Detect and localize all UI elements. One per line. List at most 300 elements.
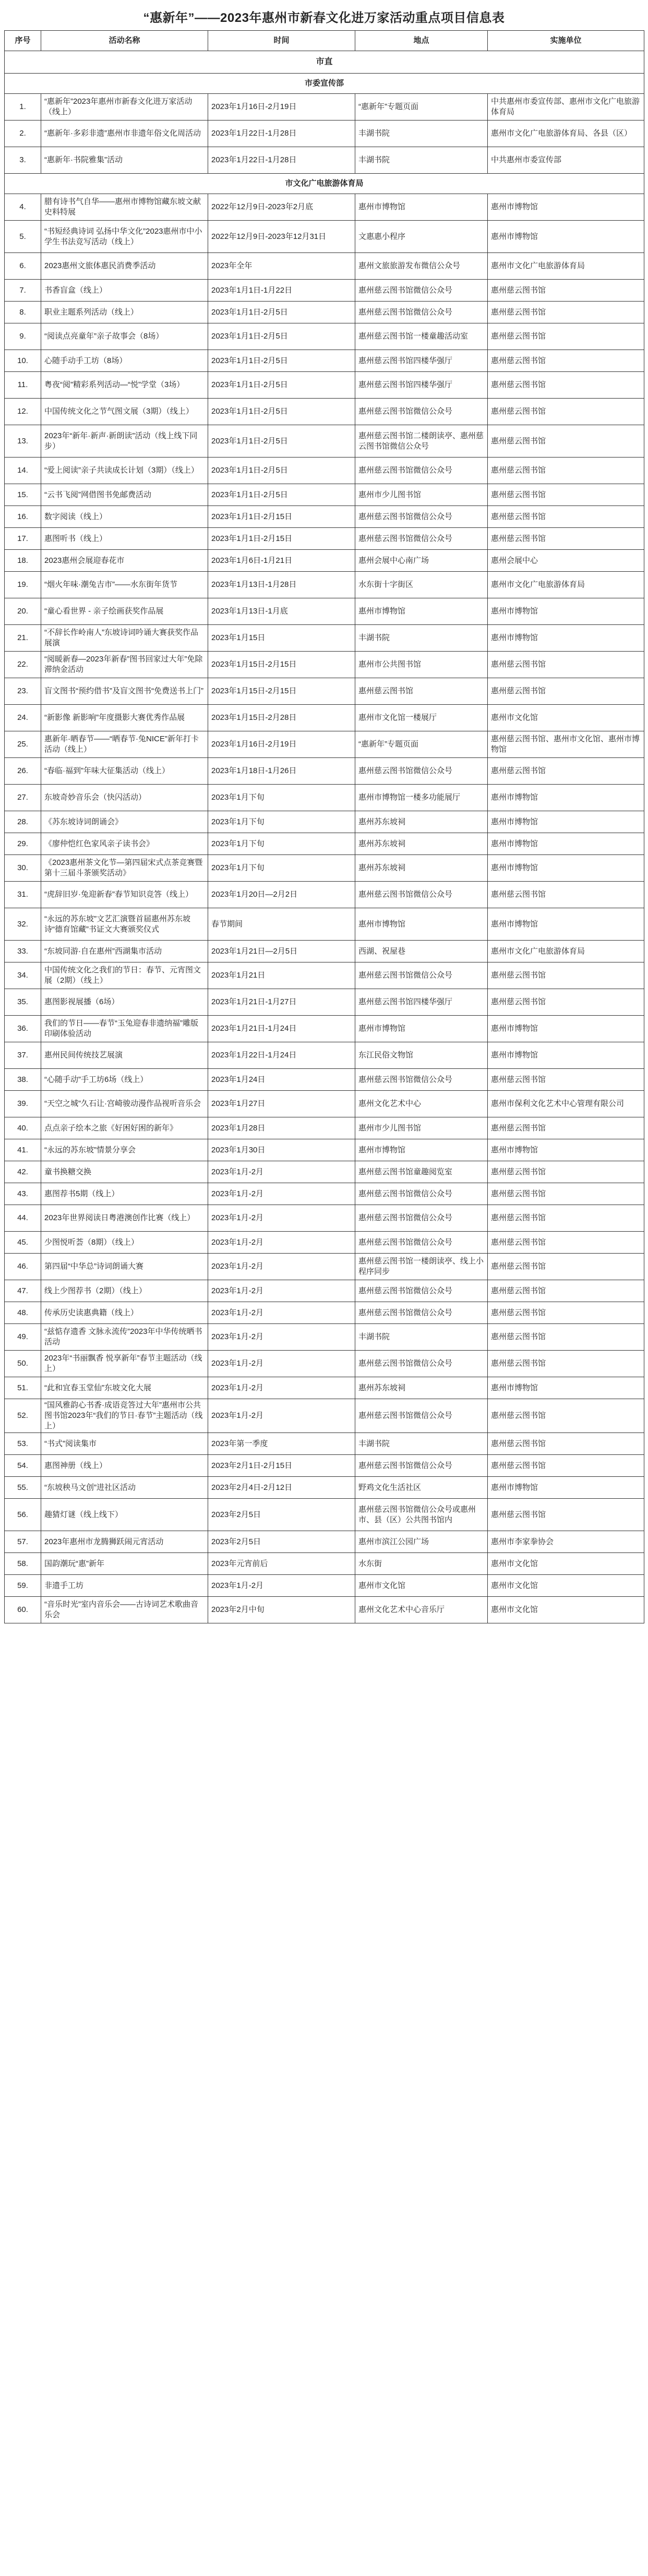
- row-organizer: 惠州慈云图书馆: [488, 1302, 644, 1324]
- row-location: 惠州慈云图书馆微信公众号: [355, 1455, 488, 1477]
- row-organizer: 惠州市文化广电旅游体育局: [488, 572, 644, 598]
- row-time: 2023年1月21日—2月5日: [208, 941, 355, 962]
- row-index: 24.: [5, 705, 41, 731]
- row-activity-name: “阅读点亮童年”亲子故事会（8场）: [41, 323, 208, 350]
- row-organizer: 惠州市文化馆: [488, 705, 644, 731]
- row-location: 惠州文旅旅游发布微信公众号: [355, 253, 488, 280]
- row-organizer: 惠州慈云图书馆: [488, 484, 644, 506]
- row-location: 惠州慈云图书馆微信公众号: [355, 758, 488, 785]
- section-title: 市直: [5, 51, 644, 74]
- row-activity-name: 腊有诗书气自华——惠州市博物馆藏东坡文献史料特展: [41, 194, 208, 221]
- row-organizer: 惠州慈云图书馆: [488, 528, 644, 550]
- row-location: 惠州慈云图书馆微信公众号: [355, 1399, 488, 1433]
- row-index: 19.: [5, 572, 41, 598]
- row-activity-name: 《2023惠州茶文化节—第四届宋式点茶竞赛暨第十三届斗茶颁奖活动》: [41, 855, 208, 882]
- row-activity-name: “阅暖新春—2023年新春”图书回家过大年”免除滞纳金活动: [41, 652, 208, 678]
- row-index: 3.: [5, 147, 41, 174]
- row-location: 野鸡文化生活社区: [355, 1477, 488, 1499]
- row-location: 惠州慈云图书馆四楼华强厅: [355, 372, 488, 399]
- table-row: [5, 1205, 644, 1232]
- row-time: 2023年1月24日: [208, 1069, 355, 1091]
- table-row: [5, 855, 644, 882]
- group-row: [5, 174, 644, 194]
- row-location: 丰湖书院: [355, 121, 488, 147]
- row-index: 15.: [5, 484, 41, 506]
- row-activity-name: 少图悦听荟（8期）（线上）: [41, 1232, 208, 1254]
- row-time: 2023年1月15日-2月15日: [208, 652, 355, 678]
- row-activity-name: “春临·福到”年味大征集活动（线上）: [41, 758, 208, 785]
- row-time: 2023年第一季度: [208, 1433, 355, 1455]
- row-organizer: 惠州慈云图书馆: [488, 882, 644, 908]
- table-row: [5, 758, 644, 785]
- table-row: [5, 785, 644, 811]
- row-organizer: 惠州市博物馆: [488, 221, 644, 253]
- row-time: 2023年1月22日-1月24日: [208, 1042, 355, 1069]
- row-location: 东江民俗文物馆: [355, 1042, 488, 1069]
- row-index: 5.: [5, 221, 41, 253]
- row-time: 2023年2月5日: [208, 1499, 355, 1531]
- row-time: 2023年1月-2月: [208, 1280, 355, 1302]
- row-location: 惠州市文化馆: [355, 1575, 488, 1597]
- header-location: 地点: [355, 31, 488, 51]
- row-activity-name: “爱上阅读”亲子共读成长计划（3期）（线上）: [41, 458, 208, 484]
- table-row: [5, 1183, 644, 1205]
- row-time: 2023年1月1日-2月5日: [208, 302, 355, 323]
- row-organizer: 惠州市博物馆: [488, 785, 644, 811]
- row-organizer: 惠州市文化馆: [488, 1597, 644, 1623]
- row-organizer: 惠州慈云图书馆: [488, 1455, 644, 1477]
- table-row: [5, 399, 644, 425]
- row-organizer: 惠州市文化广电旅游体育局、各县（区）: [488, 121, 644, 147]
- table-row: [5, 989, 644, 1016]
- header-activity-name: 活动名称: [41, 31, 208, 51]
- row-location: 惠州慈云图书馆微信公众号: [355, 528, 488, 550]
- row-organizer: 中共惠州市委宣传部: [488, 147, 644, 174]
- row-organizer: 惠州市文化馆: [488, 1553, 644, 1575]
- row-organizer: 惠州市博物馆: [488, 1139, 644, 1161]
- row-time: 2023年1月21日: [208, 962, 355, 989]
- table-row: [5, 833, 644, 855]
- row-index: 8.: [5, 302, 41, 323]
- group-row: [5, 74, 644, 94]
- row-location: 惠州市博物馆: [355, 1139, 488, 1161]
- row-activity-name: “永远的苏东坡”情景分享会: [41, 1139, 208, 1161]
- row-activity-name: 2023年世界阅读日粤港澳创作比赛（线上）: [41, 1205, 208, 1232]
- row-location: “惠新年”专题页面: [355, 94, 488, 121]
- row-time: 2023年1月16日-2月19日: [208, 94, 355, 121]
- row-index: 58.: [5, 1553, 41, 1575]
- row-location: 惠州慈云图书馆微信公众号: [355, 1069, 488, 1091]
- table-row: [5, 506, 644, 528]
- row-organizer: 惠州慈云图书馆: [488, 1117, 644, 1139]
- row-location: 惠州市博物馆: [355, 1016, 488, 1042]
- row-organizer: 惠州市博物馆: [488, 1477, 644, 1499]
- row-time: 2023年1月27日: [208, 1091, 355, 1117]
- table-header-row: [5, 31, 644, 51]
- row-organizer: 惠州慈云图书馆: [488, 758, 644, 785]
- row-time: 2023年全年: [208, 253, 355, 280]
- row-activity-name: 惠图影视展播（6场）: [41, 989, 208, 1016]
- row-organizer: 惠州慈云图书馆: [488, 350, 644, 372]
- row-index: 9.: [5, 323, 41, 350]
- row-activity-name: 2023年“新年·新声·新朗读”活动（线上线下同步）: [41, 425, 208, 458]
- table-row: [5, 731, 644, 758]
- row-time: 2023年1月15日: [208, 625, 355, 652]
- row-index: 27.: [5, 785, 41, 811]
- row-index: 28.: [5, 811, 41, 833]
- row-time: 2023年1月-2月: [208, 1575, 355, 1597]
- row-time: 2023年1月28日: [208, 1117, 355, 1139]
- row-organizer: 惠州慈云图书馆: [488, 1254, 644, 1280]
- row-location: 惠州慈云图书馆微信公众号: [355, 458, 488, 484]
- row-location: 惠州文化艺术中心: [355, 1091, 488, 1117]
- table-row: [5, 1117, 644, 1139]
- table-row: [5, 1232, 644, 1254]
- row-index: 49.: [5, 1324, 41, 1351]
- row-location: 惠州慈云图书馆微信公众号: [355, 280, 488, 302]
- table-row: [5, 484, 644, 506]
- row-location: 惠州市少儿图书馆: [355, 484, 488, 506]
- row-activity-name: 《廖仲恺红色家风亲子读书会》: [41, 833, 208, 855]
- row-activity-name: “心随手动”手工坊6场（线上）: [41, 1069, 208, 1091]
- row-index: 38.: [5, 1069, 41, 1091]
- row-time: 2023年1月1日-2月5日: [208, 425, 355, 458]
- row-index: 2.: [5, 121, 41, 147]
- row-organizer: 惠州慈云图书馆: [488, 302, 644, 323]
- row-time: 2023年1月-2月: [208, 1302, 355, 1324]
- row-time: 2023年1月21日-1月24日: [208, 1016, 355, 1042]
- row-time: 2023年1月下旬: [208, 785, 355, 811]
- row-index: 7.: [5, 280, 41, 302]
- row-index: 30.: [5, 855, 41, 882]
- row-organizer: 惠州市博物馆: [488, 833, 644, 855]
- row-index: 43.: [5, 1183, 41, 1205]
- row-organizer: 惠州慈云图书馆: [488, 425, 644, 458]
- row-activity-name: 中国传统文化之我们的节日：春节、元宵图文展（2期）（线上）: [41, 962, 208, 989]
- row-index: 29.: [5, 833, 41, 855]
- row-organizer: 中共惠州市委宣传部、惠州市文化广电旅游体育局: [488, 94, 644, 121]
- table-row: [5, 121, 644, 147]
- row-time: 2023年1月1日-2月5日: [208, 323, 355, 350]
- row-index: 47.: [5, 1280, 41, 1302]
- row-time: 2023年1月22日-1月28日: [208, 147, 355, 174]
- table-row: [5, 1280, 644, 1302]
- row-location: 惠州慈云图书馆微信公众号: [355, 882, 488, 908]
- table-row: [5, 652, 644, 678]
- table-row: [5, 350, 644, 372]
- row-index: 13.: [5, 425, 41, 458]
- table-row: [5, 908, 644, 941]
- row-time: 2023年1月1日-2月5日: [208, 350, 355, 372]
- row-location: 惠州慈云图书馆一楼朗读亭、线上小程序同步: [355, 1254, 488, 1280]
- row-location: 惠州市少儿图书馆: [355, 1117, 488, 1139]
- row-activity-name: 传承历史读惠典籍（线上）: [41, 1302, 208, 1324]
- row-index: 14.: [5, 458, 41, 484]
- table-row: [5, 1351, 644, 1377]
- header-time: 时间: [208, 31, 355, 51]
- row-organizer: 惠州慈云图书馆: [488, 458, 644, 484]
- table-row: [5, 1139, 644, 1161]
- row-organizer: 惠州慈云图书馆: [488, 280, 644, 302]
- row-index: 26.: [5, 758, 41, 785]
- row-activity-name: 心随手动手工坊（8场）: [41, 350, 208, 372]
- row-activity-name: “此和宜春玉堂仙”东坡文化大展: [41, 1377, 208, 1399]
- row-organizer: 惠州市文化广电旅游体育局: [488, 941, 644, 962]
- row-location: 惠州慈云图书馆童趣阅览室: [355, 1161, 488, 1183]
- row-activity-name: 惠州民间传统技艺展演: [41, 1042, 208, 1069]
- table-row: [5, 221, 644, 253]
- row-organizer: 惠州慈云图书馆: [488, 1069, 644, 1091]
- row-activity-name: 2023年“书丽飘香 悦享新年”春节主题活动（线上）: [41, 1351, 208, 1377]
- row-index: 6.: [5, 253, 41, 280]
- table-body: [5, 51, 644, 1623]
- table-row: [5, 458, 644, 484]
- row-index: 37.: [5, 1042, 41, 1069]
- row-time: 2023年1月-2月: [208, 1183, 355, 1205]
- row-location: 惠州慈云图书馆微信公众号: [355, 1183, 488, 1205]
- row-location: 惠州市博物馆: [355, 194, 488, 221]
- table-row: [5, 1091, 644, 1117]
- row-index: 53.: [5, 1433, 41, 1455]
- row-time: 2023年1月1日-2月5日: [208, 484, 355, 506]
- row-activity-name: 第四届“中华总”诗词朗诵大赛: [41, 1254, 208, 1280]
- row-time: 2022年12月9日-2023年12月31日: [208, 221, 355, 253]
- row-location: 惠州慈云图书馆微信公众号: [355, 1232, 488, 1254]
- row-location: 惠州市滨江公园广场: [355, 1531, 488, 1553]
- row-organizer: 惠州慈云图书馆: [488, 962, 644, 989]
- row-location: 惠州市文化馆一楼展厅: [355, 705, 488, 731]
- row-time: 2023年1月15日-2月28日: [208, 705, 355, 731]
- row-activity-name: 点点亲子绘本之旅《好困好困的新年》: [41, 1117, 208, 1139]
- row-organizer: 惠州市保利文化艺术中心管理有限公司: [488, 1091, 644, 1117]
- row-activity-name: 惠图荐书5期（线上）: [41, 1183, 208, 1205]
- row-time: 2023年1月21日-1月27日: [208, 989, 355, 1016]
- row-organizer: 惠州慈云图书馆、惠州市文化馆、惠州市博物馆: [488, 731, 644, 758]
- row-index: 48.: [5, 1302, 41, 1324]
- row-activity-name: “云书飞阅”网借图书免邮费活动: [41, 484, 208, 506]
- table-row: [5, 1531, 644, 1553]
- table-row: [5, 425, 644, 458]
- row-activity-name: 惠新年·晒春节——“晒春节·兔NICE”新年打卡活动（线上）: [41, 731, 208, 758]
- row-organizer: 惠州市博物馆: [488, 908, 644, 941]
- table-row: [5, 1399, 644, 1433]
- row-activity-name: 数字阅读（线上）: [41, 506, 208, 528]
- row-index: 60.: [5, 1597, 41, 1623]
- row-index: 40.: [5, 1117, 41, 1139]
- row-activity-name: 趣猜灯谜（线上线下）: [41, 1499, 208, 1531]
- row-organizer: 惠州市文化馆: [488, 1575, 644, 1597]
- row-location: 丰湖书院: [355, 1324, 488, 1351]
- row-location: 惠州会展中心南广场: [355, 550, 488, 572]
- row-organizer: 惠州市文化广电旅游体育局: [488, 253, 644, 280]
- row-time: 2023年1月-2月: [208, 1161, 355, 1183]
- row-location: 水东街: [355, 1553, 488, 1575]
- row-index: 56.: [5, 1499, 41, 1531]
- row-time: 2023年1月13日-1月底: [208, 598, 355, 625]
- header-index: 序号: [5, 31, 41, 51]
- row-activity-name: “新影像 新影响”年度摄影大赛优秀作品展: [41, 705, 208, 731]
- row-location: 惠州苏东坡祠: [355, 833, 488, 855]
- row-location: 西湖、祝屋巷: [355, 941, 488, 962]
- row-organizer: 惠州慈云图书馆: [488, 1433, 644, 1455]
- row-time: 2023年1月下旬: [208, 855, 355, 882]
- row-activity-name: “国风雅韵心书香·成语竞答过大年”惠州市公共图书馆2023年“我们的节日·春节”主题活动（线上）: [41, 1399, 208, 1433]
- table-row: [5, 94, 644, 121]
- row-location: 惠州慈云图书馆微信公众号: [355, 1280, 488, 1302]
- table-row: [5, 941, 644, 962]
- row-activity-name: “虎辞旧岁·兔迎新春”春节知识竞答（线上）: [41, 882, 208, 908]
- group-title: 市文化广电旅游体育局: [5, 174, 644, 194]
- row-time: 2023年2月5日: [208, 1531, 355, 1553]
- row-activity-name: 《苏东坡诗词朗诵会》: [41, 811, 208, 833]
- header-organizer: 实施单位: [488, 31, 644, 51]
- row-organizer: 惠州慈云图书馆: [488, 652, 644, 678]
- row-activity-name: “烟火年味·潮兔吉市”——水东街年货节: [41, 572, 208, 598]
- row-index: 23.: [5, 678, 41, 705]
- row-index: 22.: [5, 652, 41, 678]
- row-time: 2023年1月-2月: [208, 1399, 355, 1433]
- row-location: 丰湖书院: [355, 625, 488, 652]
- row-activity-name: 惠图神册（线上）: [41, 1455, 208, 1477]
- row-index: 11.: [5, 372, 41, 399]
- row-index: 44.: [5, 1205, 41, 1232]
- row-time: 2023年2月中旬: [208, 1597, 355, 1623]
- row-organizer: 惠州市博物馆: [488, 598, 644, 625]
- row-index: 10.: [5, 350, 41, 372]
- table-row: [5, 528, 644, 550]
- row-activity-name: “童心看世界 - 亲子绘画获奖作品展: [41, 598, 208, 625]
- row-activity-name: “惠新年”2023年惠州市新春文化进万家活动（线上）: [41, 94, 208, 121]
- row-organizer: 惠州市博物馆: [488, 625, 644, 652]
- row-index: 50.: [5, 1351, 41, 1377]
- table-row: [5, 280, 644, 302]
- table-row: [5, 1377, 644, 1399]
- row-time: 2023年1月下旬: [208, 833, 355, 855]
- row-activity-name: “永远的苏东坡”文艺汇演暨首届惠州苏东坡诗“德育馆藏”书证文大赛颁奖仪式: [41, 908, 208, 941]
- row-organizer: 惠州市博物馆: [488, 194, 644, 221]
- row-time: 2023年1月-2月: [208, 1205, 355, 1232]
- row-activity-name: 童书换糖交换: [41, 1161, 208, 1183]
- table-row: [5, 572, 644, 598]
- row-index: 59.: [5, 1575, 41, 1597]
- row-location: 惠州慈云图书馆一楼童趣活动室: [355, 323, 488, 350]
- row-organizer: 惠州慈云图书馆: [488, 323, 644, 350]
- row-time: 2023年1月20日—2月2日: [208, 882, 355, 908]
- row-organizer: 惠州慈云图书馆: [488, 1399, 644, 1433]
- table-row: [5, 882, 644, 908]
- row-time: 2023年1月1日-2月15日: [208, 506, 355, 528]
- row-time: 2023年1月1日-1月22日: [208, 280, 355, 302]
- row-time: 2023年元宵前后: [208, 1553, 355, 1575]
- row-location: 惠州苏东坡祠: [355, 1377, 488, 1399]
- row-time: 2023年1月下旬: [208, 811, 355, 833]
- table-row: [5, 1302, 644, 1324]
- row-time: 2023年1月1日-2月5日: [208, 399, 355, 425]
- row-index: 41.: [5, 1139, 41, 1161]
- row-activity-name: “惠新年·书院雅集”活动: [41, 147, 208, 174]
- row-time: 2023年1月-2月: [208, 1324, 355, 1351]
- row-time: 2023年1月15日-2月15日: [208, 678, 355, 705]
- row-index: 42.: [5, 1161, 41, 1183]
- row-index: 21.: [5, 625, 41, 652]
- table-row: [5, 147, 644, 174]
- activity-table: [4, 30, 644, 1623]
- row-activity-name: “兹惦存遗香 文脉永流传”2023年中华传统晒书活动: [41, 1324, 208, 1351]
- row-location: 惠州慈云图书馆: [355, 678, 488, 705]
- row-time: 2023年1月-2月: [208, 1377, 355, 1399]
- row-time: 2023年1月-2月: [208, 1254, 355, 1280]
- row-organizer: 惠州市博物馆: [488, 811, 644, 833]
- row-time: 2023年1月-2月: [208, 1351, 355, 1377]
- row-location: 惠州慈云图书馆微信公众号: [355, 1205, 488, 1232]
- table-row: [5, 1254, 644, 1280]
- row-activity-name: 中国传统文化之节气图文展（3期）（线上）: [41, 399, 208, 425]
- table-row: [5, 1575, 644, 1597]
- row-activity-name: “书短经典诗词 弘扬中华文化”2023惠州市中小学生书法竞写活动（线上）: [41, 221, 208, 253]
- row-activity-name: “不辞长作岭南人”东坡诗词吟诵大赛获奖作品展演: [41, 625, 208, 652]
- row-location: 丰湖书院: [355, 147, 488, 174]
- row-index: 51.: [5, 1377, 41, 1399]
- row-location: “惠新年”专题页面: [355, 731, 488, 758]
- row-index: 16.: [5, 506, 41, 528]
- row-activity-name: “东坡秧马文创”进社区活动: [41, 1477, 208, 1499]
- row-location: 惠州慈云图书馆微信公众号: [355, 962, 488, 989]
- table-row: [5, 302, 644, 323]
- table-row: [5, 323, 644, 350]
- row-activity-name: “书式”阅读集市: [41, 1433, 208, 1455]
- row-index: 57.: [5, 1531, 41, 1553]
- row-index: 25.: [5, 731, 41, 758]
- row-index: 20.: [5, 598, 41, 625]
- row-time: 2022年12月9日-2023年2月底: [208, 194, 355, 221]
- row-index: 39.: [5, 1091, 41, 1117]
- row-organizer: 惠州市博物馆: [488, 855, 644, 882]
- table-row: [5, 372, 644, 399]
- table-row: [5, 1499, 644, 1531]
- row-location: 惠州慈云图书馆微信公众号: [355, 302, 488, 323]
- row-organizer: 惠州慈云图书馆: [488, 989, 644, 1016]
- row-time: 2023年1月30日: [208, 1139, 355, 1161]
- row-organizer: 惠州慈云图书馆: [488, 1324, 644, 1351]
- row-activity-name: 粤夜“阅”精彩系列活动—“悦”学堂（3场）: [41, 372, 208, 399]
- row-location: 文惠惠小程序: [355, 221, 488, 253]
- row-index: 12.: [5, 399, 41, 425]
- table-row: [5, 1324, 644, 1351]
- table-row: [5, 811, 644, 833]
- row-index: 33.: [5, 941, 41, 962]
- row-location: 惠州市博物馆: [355, 598, 488, 625]
- row-time: 2023年1月22日-1月28日: [208, 121, 355, 147]
- table-row: [5, 625, 644, 652]
- row-location: 惠州苏东坡祠: [355, 855, 488, 882]
- row-organizer: 惠州慈云图书馆: [488, 1205, 644, 1232]
- table-row: [5, 1016, 644, 1042]
- table-row: [5, 1455, 644, 1477]
- row-location: 惠州慈云图书馆微信公众号: [355, 506, 488, 528]
- section-row: [5, 51, 644, 74]
- table-row: [5, 253, 644, 280]
- row-index: 18.: [5, 550, 41, 572]
- row-organizer: 惠州慈云图书馆: [488, 399, 644, 425]
- table-row: [5, 550, 644, 572]
- row-organizer: 惠州慈云图书馆: [488, 1499, 644, 1531]
- row-time: 春节期间: [208, 908, 355, 941]
- table-row: [5, 1069, 644, 1091]
- row-time: 2023年2月4日-2月12日: [208, 1477, 355, 1499]
- row-index: 32.: [5, 908, 41, 941]
- row-time: 2023年1月13日-1月28日: [208, 572, 355, 598]
- row-location: 惠州苏东坡祠: [355, 811, 488, 833]
